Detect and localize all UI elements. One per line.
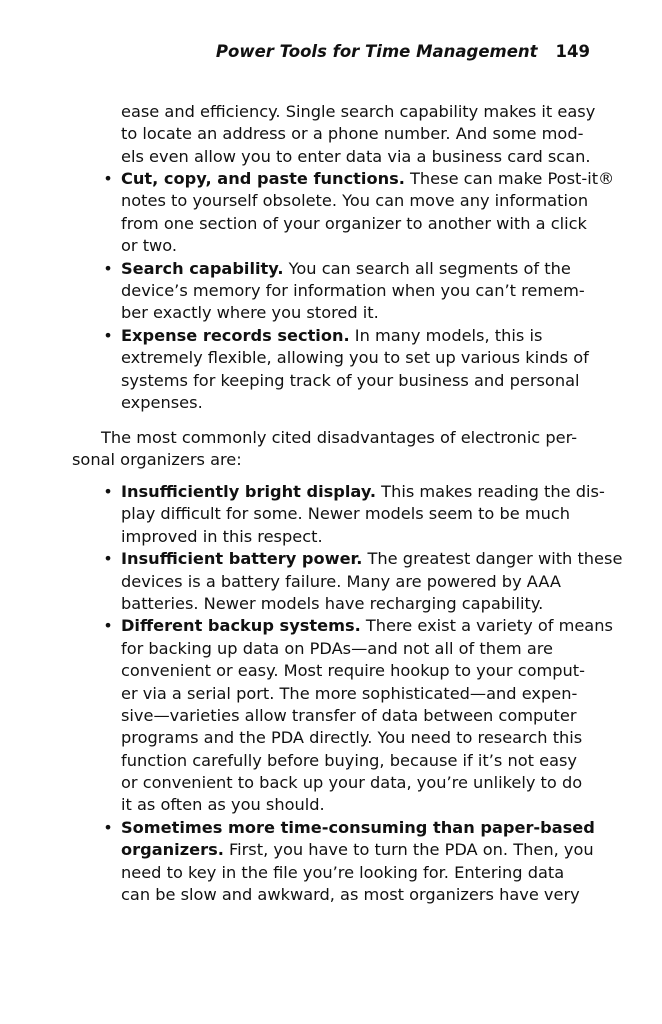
text-line: convenient or easy. Most require hookup to your comput- (121, 661, 585, 681)
page-number: 149 (555, 42, 590, 61)
bullet-term-continued: organizers. (121, 840, 224, 860)
text-line: need to key in the file you’re looking for. Entering data (121, 862, 565, 882)
bullet-icon: • (103, 325, 113, 345)
text-line: batteries. Newer models have recharging capability. (121, 593, 544, 613)
text-line: notes to yourself obsolete. You can move any information (121, 191, 589, 211)
text-line: extremely flexible, allowing you to set up various kinds of (121, 348, 589, 368)
bullet-item (103, 325, 614, 415)
bullet-item (103, 168, 615, 258)
text-line: sonal organizers are: (72, 450, 242, 470)
bullet-item (103, 481, 622, 548)
bullet-icon: • (103, 817, 113, 837)
text-line: to locate an address or a phone number. And some mod- (121, 124, 584, 144)
text-line: from one section of your organizer to another with a click (121, 213, 587, 233)
text-line: expenses. (121, 392, 203, 412)
text-line: it as often as you should. (121, 795, 325, 815)
disadvantages-list (103, 481, 623, 906)
text-line: function carefully before buying, because if it’s not easy (121, 750, 578, 770)
text-line: device’s memory for information when you can’t remem- (121, 280, 585, 300)
continuation-text (121, 101, 595, 168)
bullet-icon: • (103, 258, 113, 278)
text-line: ease and efficiency. Single search capability makes it easy (121, 102, 596, 121)
bullet-icon: • (103, 169, 113, 188)
running-head (216, 42, 590, 62)
text-line: for backing up data on PDAs—and not all of them are (121, 638, 554, 658)
advantages-list (103, 168, 615, 414)
bullet-term: Expense records section. (121, 325, 350, 345)
bullet-text: First, you have to turn the PDA on. Then, you (223, 840, 594, 860)
text-line: play difficult for some. Newer models seem to be much (121, 504, 571, 524)
text-line: devices is a battery failure. Many are powered by AAA (121, 571, 561, 591)
bullet-text: There exist a variety of means (360, 616, 613, 636)
bullet-term: Different backup systems. (121, 616, 361, 636)
bullet-item (103, 615, 622, 817)
text-line: systems for keeping track of your business and personal (121, 370, 580, 390)
bullet-icon: • (103, 616, 113, 636)
bullet-icon: • (103, 549, 113, 569)
text-line: or convenient to back up your data, you’re unlikely to do (121, 773, 583, 793)
text-line: can be slow and awkward, as most organizers have very (121, 885, 580, 905)
text-line: sive—varieties allow transfer of data between computer (121, 705, 577, 725)
text-line: er via a serial port. The more sophisticated—and expen- (121, 683, 578, 703)
bullet-term: Insufficient battery power. (121, 549, 363, 569)
bullet-text: These can make Post-it® (404, 169, 615, 188)
paragraph (72, 427, 577, 472)
bullet-item (103, 817, 622, 907)
bullet-item (103, 258, 614, 325)
text-line: The most commonly cited disadvantages of electronic per- (101, 428, 578, 447)
bullet-term: Insufficiently bright display. (121, 482, 377, 501)
bullet-text: You can search all segments of the (283, 258, 571, 278)
text-line: els even allow you to enter data via a business card scan. (121, 146, 591, 166)
text-line: programs and the PDA directly. You need to research this (121, 728, 583, 748)
bullet-text: This makes reading the dis- (376, 482, 605, 501)
bullet-term: Search capability. (121, 258, 284, 278)
bullet-text: In many models, this is (349, 325, 543, 345)
bullet-text: The greatest danger with these (362, 549, 623, 569)
running-head-title: Power Tools for Time Management (215, 42, 538, 61)
text-line: or two. (121, 236, 178, 256)
bullet-term: Sometimes more time-consuming than paper-based (121, 817, 595, 837)
text-line: ber exactly where you stored it. (121, 303, 379, 323)
bullet-term: Cut, copy, and paste functions. (121, 169, 405, 188)
text-line: improved in this respect. (121, 526, 323, 546)
bullet-item (103, 548, 623, 615)
bullet-icon: • (103, 482, 113, 501)
